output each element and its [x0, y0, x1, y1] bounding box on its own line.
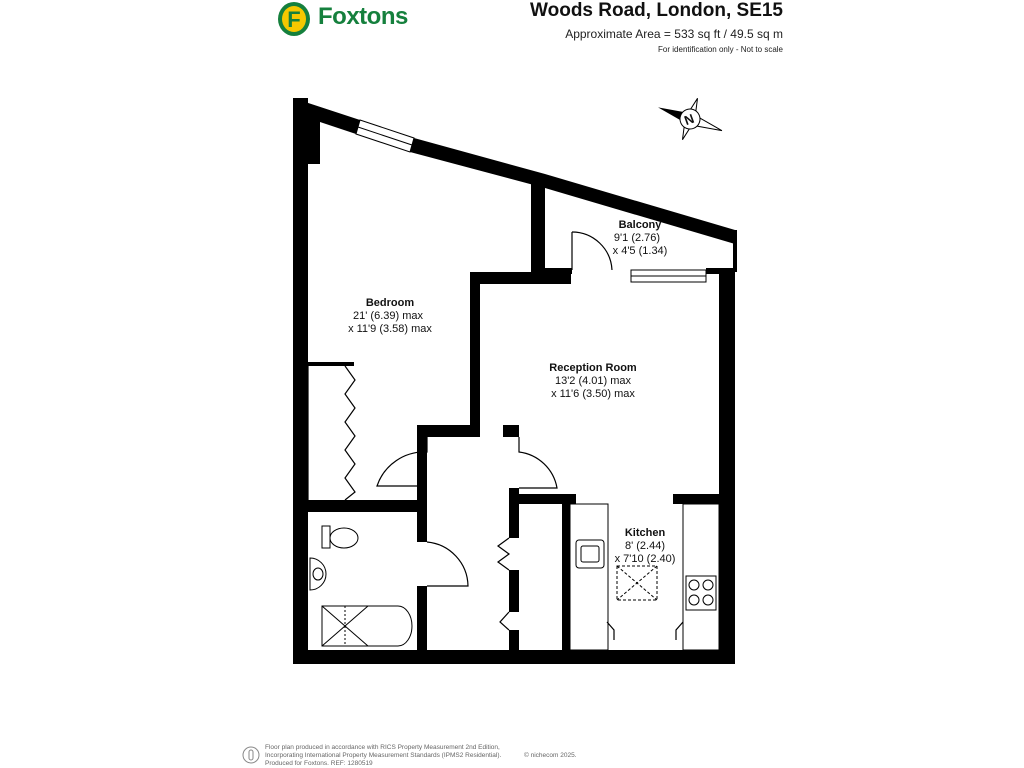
balcony-name: Balcony: [618, 219, 662, 231]
wall-bottom: [293, 650, 719, 664]
wall-kitchen-top-right: [673, 494, 723, 504]
hall-door-right: [519, 437, 557, 488]
wall-reception-left: [470, 272, 480, 432]
rics-icon: [240, 745, 262, 765]
wardrobe-doors: [345, 366, 355, 500]
walls: [293, 98, 737, 664]
property-address: Woods Road, London, SE15: [530, 0, 783, 21]
brand-name: Foxtons: [318, 3, 408, 30]
bath: [322, 606, 412, 646]
wall-bedroom-right: [531, 183, 545, 275]
wall-kitchen-top-left: [512, 494, 576, 504]
reception-name: Reception Room: [549, 362, 637, 374]
logo-letter: F: [287, 7, 301, 32]
kitchen-name: Kitchen: [624, 527, 666, 539]
balcony-dim1: 9'1 (2.76): [613, 232, 661, 244]
reception-dim2: x 11'6 (3.50) max: [551, 388, 635, 400]
approximate-area: Approximate Area = 533 sq ft / 49.5 sq m: [565, 27, 783, 41]
compass-label: N: [682, 110, 697, 129]
wardrobe-top: [308, 362, 354, 366]
reception-dim1: 13'2 (4.01) max: [554, 375, 632, 387]
footer-line2: Incorporating International Property Measurement Standards (IPMS2 Residential).: [265, 752, 502, 759]
bedroom-dim1: 21' (6.39) max: [353, 310, 423, 322]
kitchen-door-right: [676, 622, 683, 640]
wall-cupboard-bottom: [509, 630, 519, 656]
balcony-dim2: x 4'5 (1.34): [612, 245, 668, 257]
wall-reception-top: [470, 272, 571, 284]
bathroom-door: [427, 542, 468, 586]
wall-cupboard-mid: [509, 570, 519, 612]
kitchen-counter-left: [570, 504, 608, 650]
bathroom-fixtures: [310, 526, 412, 646]
footer-notes: [265, 744, 525, 768]
wall-hall-left: [417, 425, 427, 505]
kitchen-dim2: x 7'10 (2.40): [614, 553, 676, 565]
wall-hall-top-right: [503, 425, 519, 437]
scale-note: For identification only - Not to scale: [658, 45, 783, 54]
basin: [310, 558, 326, 590]
kitchen-dim1: 8' (2.44): [624, 540, 666, 552]
wall-cupboard-top: [509, 488, 519, 538]
wall-top-diagonal: [410, 138, 545, 188]
doors: [308, 232, 683, 640]
wall-kitchen-left: [562, 504, 570, 654]
kitchen-fixtures: [570, 504, 719, 650]
wall-balcony-end: [733, 230, 737, 272]
kitchen-sink: [576, 540, 604, 568]
footer-line1: Floor plan produced in accordance with RICS Property Measurement 2nd Edition,: [265, 744, 500, 751]
wall-left: [293, 98, 308, 664]
cupboard-door: [498, 538, 509, 570]
bedroom-dim2: x 11'9 (3.58) max: [348, 323, 432, 335]
footer-copyright: © nichecom 2025.: [524, 752, 577, 759]
kitchen-counter-right: [683, 504, 719, 650]
wall-bedroom-bottom: [293, 500, 417, 512]
toilet-cistern: [322, 526, 330, 548]
wall-balcony-sill-right: [706, 268, 735, 274]
wall-right: [719, 270, 735, 664]
wall-bath-right-bottom: [417, 586, 427, 656]
bedroom-name: Bedroom: [365, 297, 415, 309]
footer-line3: Produced for Foxtons. REF: 1280519: [265, 760, 373, 767]
toilet-bowl: [330, 528, 358, 548]
wall-bath-right-top: [417, 500, 427, 542]
